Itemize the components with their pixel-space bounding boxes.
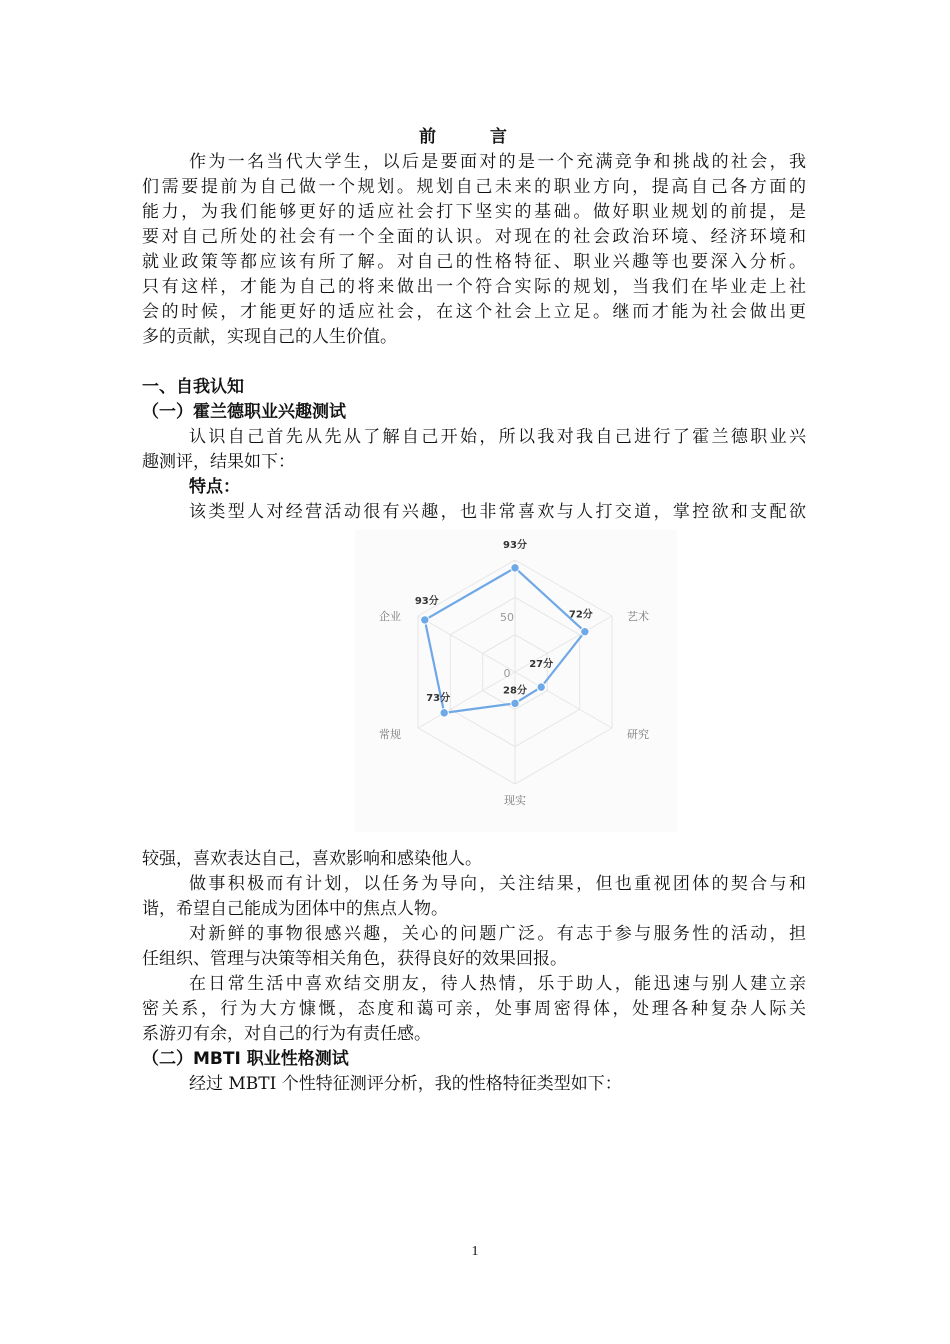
subheading-mbti-test: （二）MBTI 职业性格测试 [142, 1049, 349, 1069]
page-number: 1 [471, 1244, 479, 1259]
radar-value-label-1: 93分 [503, 539, 527, 551]
radar-point-5 [440, 709, 448, 717]
radar-axis-label-6: 企业 [379, 610, 402, 623]
radar-point-4 [511, 699, 519, 707]
after-chart-line-2: 做事积极而有计划，以任务为导向，关注结果，但也重视团体的契合与和 [189, 874, 806, 894]
feature-label: 特点： [189, 477, 240, 497]
radar-point-1 [511, 564, 519, 572]
radar-value-label-3: 27分 [529, 659, 554, 671]
feature-line: 该类型人对经营活动很有兴趣，也非常喜欢与人打交道，掌控欲和支配欲 [189, 502, 806, 522]
intro-line-2: 趣测评，结果如下： [142, 452, 295, 472]
page-title: 前 言 [419, 127, 531, 147]
radar-value-label-2: 72分 [568, 609, 593, 621]
after-chart-line-4: 对新鲜的事物很感兴趣，关心的问题广泛。有志于参与服务性的活动，担 [189, 924, 806, 944]
radar-axis-label-4: 现实 [504, 794, 526, 807]
radar-point-2 [581, 627, 589, 635]
radar-axis-label-3: 研究 [626, 728, 649, 741]
preface-line-4: 要对自己所处的社会有一个全面的认识。对现在的社会政治环境、经济环境和 [142, 227, 806, 247]
preface-line-8: 多的贡献，实现自己的人生价值。 [142, 327, 397, 347]
after-chart-line-3: 谐，希望自己能成为团体中的焦点人物。 [142, 899, 448, 919]
preface-line-7: 会的时候，才能更好的适应社会，在这个社会上立足。继而才能为社会做出更 [142, 302, 806, 322]
subheading-holland-test: （一）霍兰德职业兴趣测试 [142, 402, 346, 422]
radar-value-label-6: 93分 [414, 595, 439, 607]
radar-tick-label-50: 50 [500, 611, 514, 624]
after-chart-line-8: 系游刃有余，对自己的行为有责任感。 [142, 1024, 431, 1044]
chart-background [355, 530, 677, 832]
preface-line-5: 就业政策等都应该有所了解。对自己的性格特征、职业兴趣等也要深入分析。 [142, 252, 806, 272]
preface-line-1: 作为一名当代大学生，以后是要面对的是一个充满竞争和挑战的社会，我 [189, 152, 806, 172]
radar-tick-label-0: 0 [503, 667, 511, 680]
radar-point-3 [537, 683, 545, 691]
radar-axis-label-5: 常规 [379, 728, 402, 741]
holland-radar-chart [355, 530, 677, 832]
after-chart-line-1: 较强，喜欢表达自己，喜欢影响和感染他人。 [142, 849, 482, 869]
radar-value-label-4: 28分 [503, 685, 527, 697]
after-chart-line-7: 密关系，行为大方慷慨，态度和蔼可亲，处事周密得体，处理各种复杂人际关 [142, 999, 806, 1019]
radar-point-6 [421, 616, 429, 624]
radar-value-label-5: 73分 [426, 692, 451, 704]
intro-line-1: 认识自己首先从先从了解自己开始，所以我对我自己进行了霍兰德职业兴 [189, 427, 806, 447]
radar-axis-label-2: 艺术 [626, 610, 649, 623]
after-chart-line-6: 在日常生活中喜欢结交朋友，待人热情，乐于助人，能迅速与别人建立亲 [189, 974, 806, 994]
preface-line-2: 们需要提前为自己做一个规划。规划自己未来的职业方向，提高自己各方面的 [142, 177, 806, 197]
section-heading-self-awareness: 一、自我认知 [142, 377, 244, 397]
preface-line-6: 只有这样，才能为自己的将来做出一个符合实际的规划，当我们在毕业走上社 [142, 277, 806, 297]
after-chart-line-5: 任组织、管理与决策等相关角色，获得良好的效果回报。 [142, 949, 567, 969]
preface-line-3: 能力，为我们能够更好的适应社会打下坚实的基础。做好职业规划的前提，是 [142, 202, 806, 222]
mbti-line: 经过 MBTI 个性特征测评分析，我的性格特征类型如下： [189, 1074, 622, 1094]
